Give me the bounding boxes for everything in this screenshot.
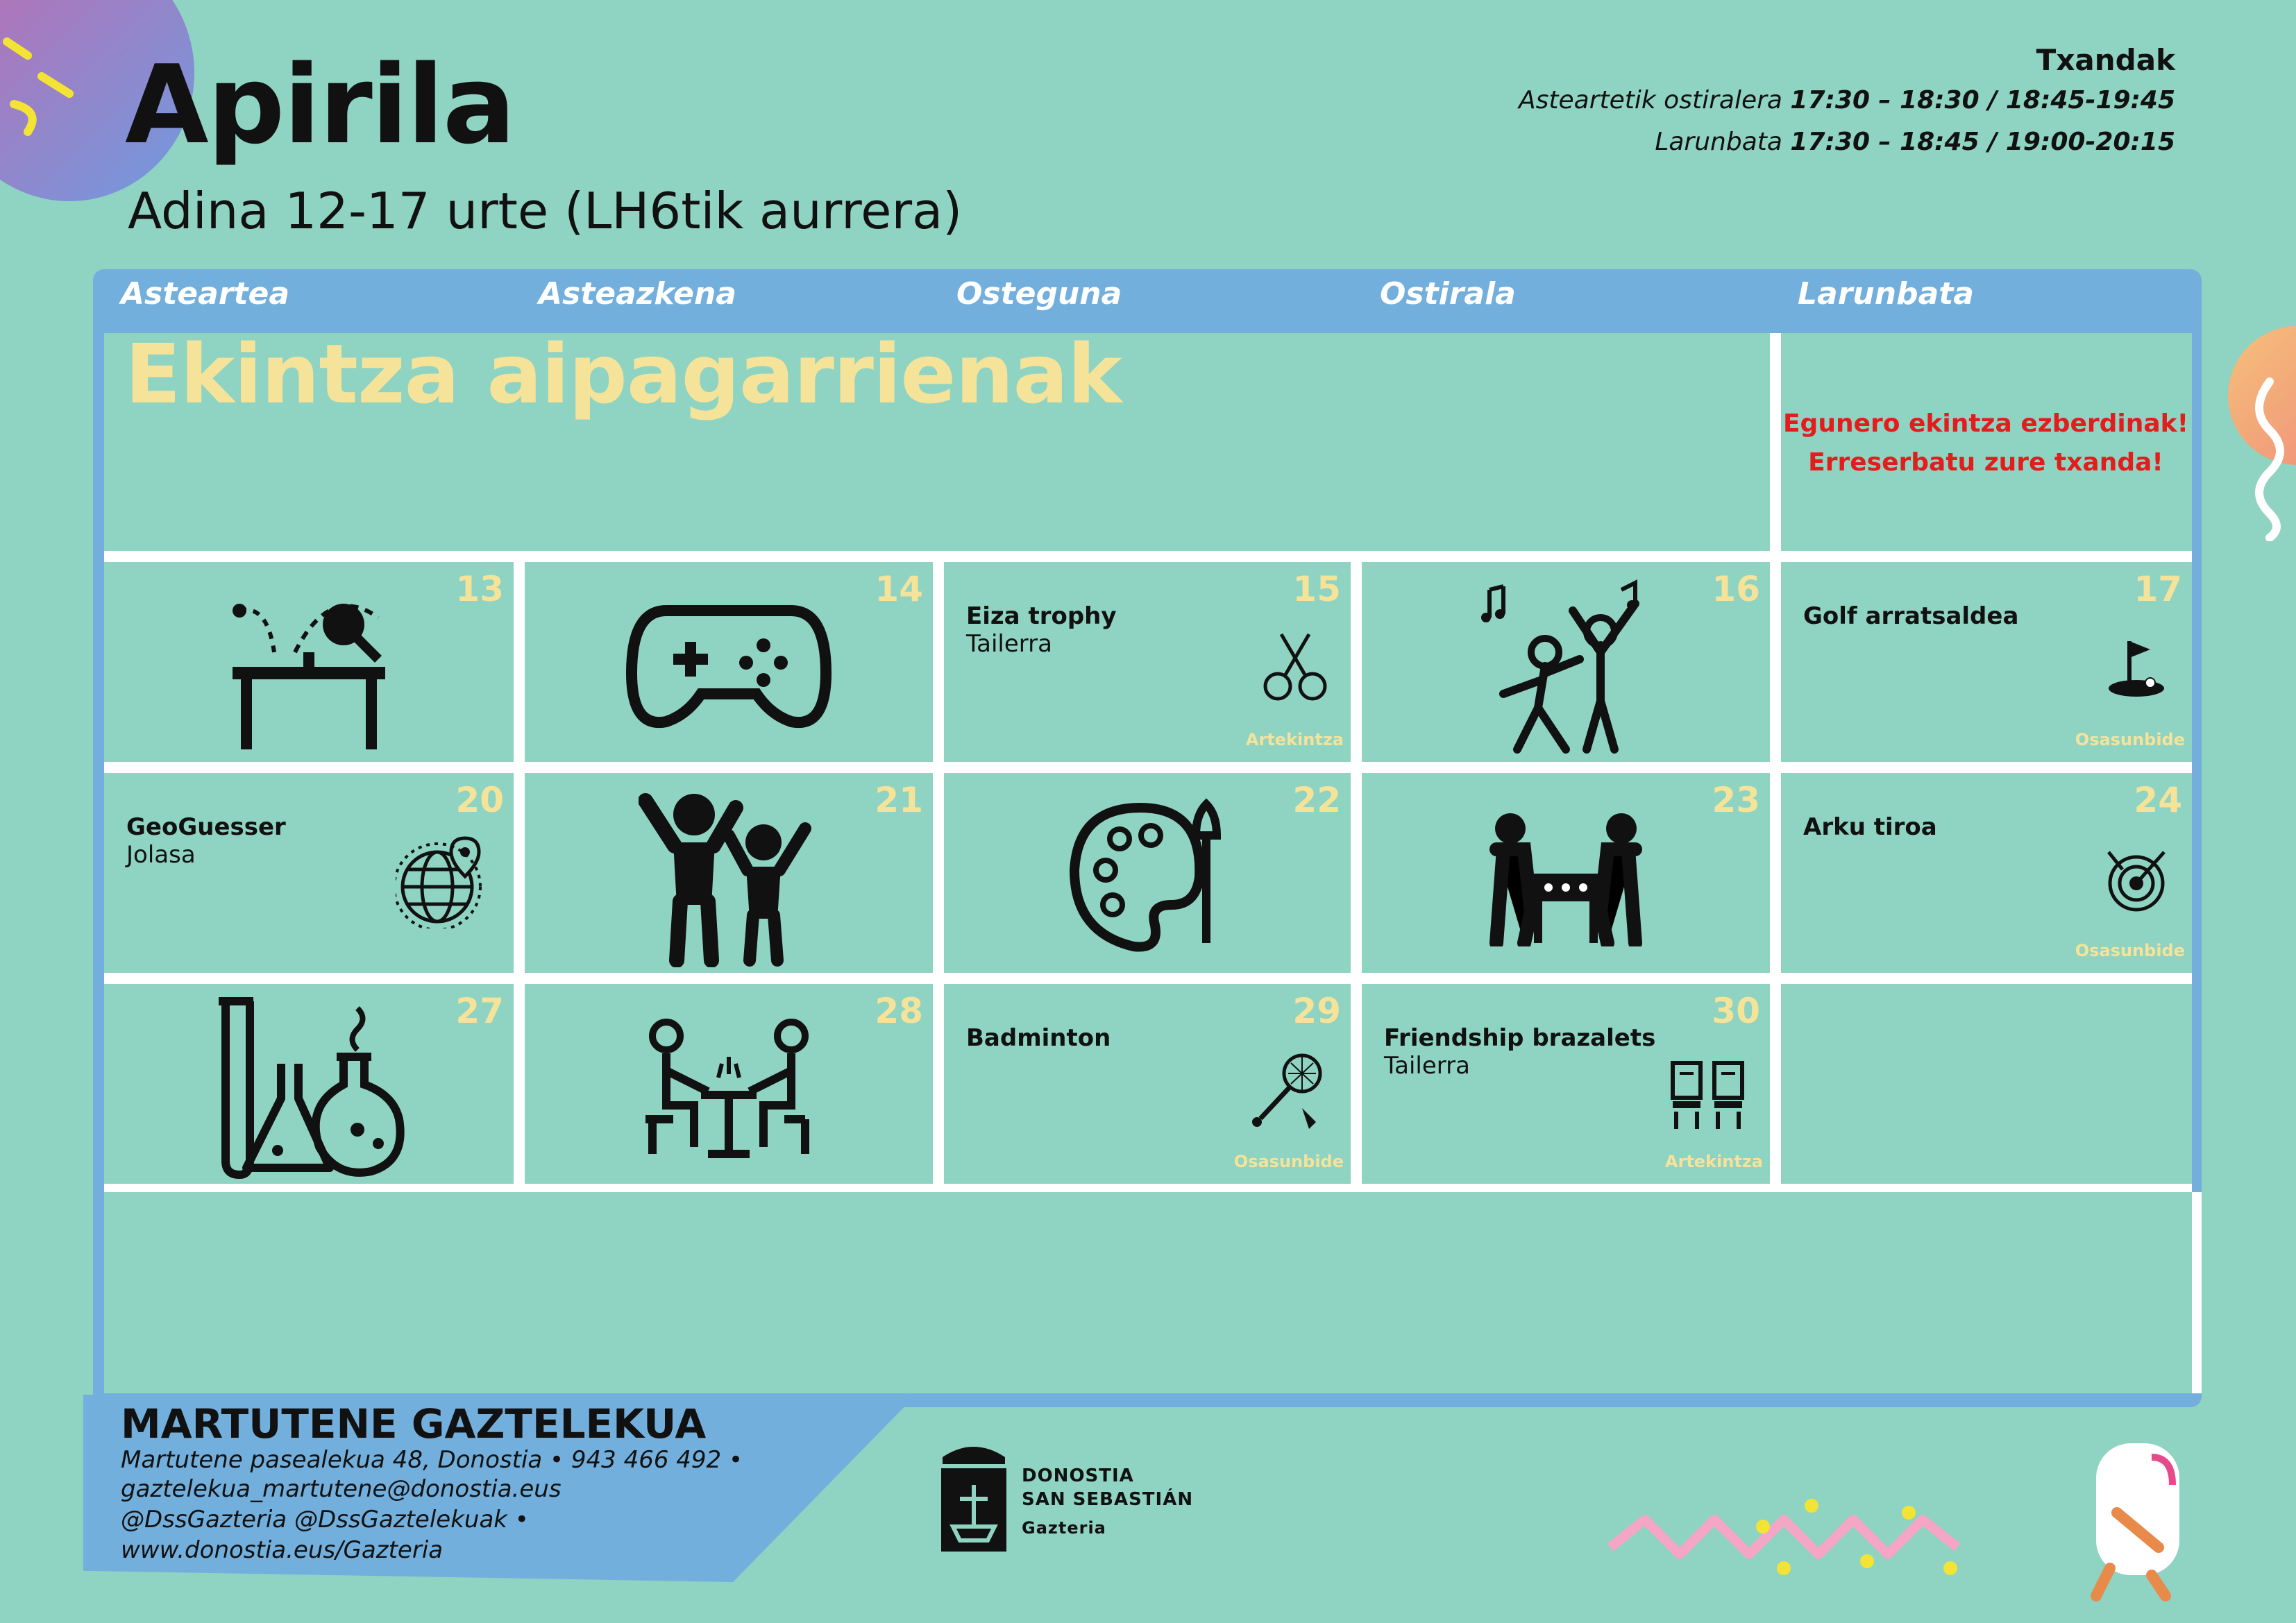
day-number: 24 <box>2134 780 2182 820</box>
day-number: 28 <box>875 991 923 1031</box>
day-cell-16 <box>1362 562 1770 762</box>
activity-type: Jolasa <box>126 841 196 869</box>
activity-type: Tailerra <box>1384 1052 1470 1080</box>
day-header-wednesday: Asteazkena <box>539 276 736 312</box>
day-number: 23 <box>1712 780 1760 820</box>
day-cell-29 <box>944 984 1351 1184</box>
day-cell-28 <box>525 984 933 1184</box>
day-cell-24 <box>1781 773 2192 973</box>
dancing-people-icon <box>1476 576 1656 759</box>
day-number: 15 <box>1292 569 1341 609</box>
program-tag: Osasunbide <box>1233 1152 1344 1171</box>
schedule-title: Txandak <box>2036 43 2175 77</box>
activity-title: Eiza trophy <box>966 602 1117 630</box>
people-at-table-icon <box>639 1015 819 1164</box>
bracelet-hands-icon <box>1666 1049 1749 1135</box>
mascot-character-icon <box>2068 1429 2207 1603</box>
city-logo <box>936 1436 1194 1561</box>
day-cell-21 <box>525 773 933 973</box>
day-number: 22 <box>1292 780 1341 820</box>
day-number: 17 <box>2134 569 2182 609</box>
day-number: 20 <box>455 780 504 820</box>
program-tag: Artekintza <box>1245 730 1344 749</box>
activity-title: Friendship brazalets <box>1384 1024 1656 1052</box>
day-number: 29 <box>1292 991 1341 1031</box>
schedule-row-times: 17:30 – 18:30 / 18:45-19:45 <box>1790 86 2175 114</box>
day-cell-23 <box>1362 773 1770 973</box>
foosball-icon <box>1483 808 1649 949</box>
activity-title: GeoGuesser <box>126 813 286 841</box>
activity-title: Badminton <box>966 1024 1111 1052</box>
day-header-thursday: Osteguna <box>956 276 1122 312</box>
activity-type: Tailerra <box>966 630 1052 658</box>
program-tag: Osasunbide <box>2075 941 2185 960</box>
day-header-tuesday: Asteartea <box>121 276 290 312</box>
day-cell-27 <box>104 984 514 1184</box>
scissors-icon <box>1260 631 1330 710</box>
highlight-side-area <box>1781 333 2192 551</box>
zigzag-decoration <box>1603 1492 1964 1575</box>
day-cell-15 <box>944 562 1351 762</box>
right-edge-squiggle-decoration <box>2242 375 2296 541</box>
day-number: 27 <box>455 991 504 1031</box>
paint-palette-icon <box>1064 794 1231 963</box>
cheering-kids-icon <box>639 787 819 970</box>
chemistry-flasks-icon <box>212 994 406 1184</box>
city-shield-icon <box>936 1436 1012 1558</box>
day-number: 14 <box>875 569 923 609</box>
ping-pong-icon <box>226 576 392 759</box>
highlight-title: Ekintza aipagarrienak <box>125 326 1122 422</box>
address-line: Martutene pasealekua 48, Donostia • 943 466 492 • <box>121 1446 743 1474</box>
notice-line-2: Erreserbatu zure txanda! <box>1808 448 2163 477</box>
badminton-icon <box>1247 1049 1330 1135</box>
day-number: 16 <box>1712 569 1760 609</box>
day-cell-20 <box>104 773 514 973</box>
age-range-subtitle: Adina 12-17 urte (LH6tik aurrera) <box>128 182 963 240</box>
bottom-border <box>2192 1192 2202 1393</box>
day-header-friday: Ostirala <box>1380 276 1516 312</box>
program-tag: Artekintza <box>1664 1152 1763 1171</box>
logo-line-3: Gazteria <box>1022 1518 1106 1538</box>
notice-line-1: Egunero ekintza ezberdinak! <box>1782 409 2189 438</box>
day-cell-22 <box>944 773 1351 973</box>
squiggle-decoration <box>0 28 97 139</box>
day-header-saturday: Larunbata <box>1798 276 1974 312</box>
archery-target-icon <box>2102 845 2171 917</box>
globe-pin-icon <box>396 831 493 931</box>
day-cell-17 <box>1781 562 2192 762</box>
day-cell-13 <box>104 562 514 762</box>
golf-flag-icon <box>2102 634 2171 706</box>
program-tag: Osasunbide <box>2075 730 2185 749</box>
game-controller-icon <box>625 597 833 738</box>
logo-line-2: SAN SEBASTIÁN <box>1022 1489 1194 1510</box>
email-link[interactable]: gaztelekua_martutene@donostia.eus <box>121 1475 562 1503</box>
page-title: Apirila <box>125 42 515 168</box>
schedule-row-label: Asteartetik ostiralera <box>1519 86 1782 114</box>
website-link[interactable]: www.donostia.eus/Gazteria <box>121 1536 444 1564</box>
activity-title: Golf arratsaldea <box>1803 602 2019 630</box>
organization-name: MARTUTENE GAZTELEKUA <box>121 1400 707 1447</box>
logo-line-1: DONOSTIA <box>1022 1465 1134 1486</box>
social-handles: @DssGazteria @DssGaztelekuak • <box>121 1506 529 1533</box>
day-number: 30 <box>1712 991 1760 1031</box>
activity-title: Arku tiroa <box>1803 813 1937 841</box>
day-cell-empty <box>1781 984 2192 1184</box>
schedule-row-weekday <box>1519 86 2175 114</box>
day-number: 21 <box>875 780 923 820</box>
day-cell-30 <box>1362 984 1770 1184</box>
day-number: 13 <box>455 569 504 609</box>
schedule-row-label: Larunbata <box>1655 128 1782 156</box>
schedule-row-times: 17:30 – 18:45 / 19:00-20:15 <box>1790 128 2175 156</box>
bottom-empty-area <box>104 1192 2192 1393</box>
schedule-row-saturday <box>1655 128 2175 156</box>
day-cell-14 <box>525 562 933 762</box>
